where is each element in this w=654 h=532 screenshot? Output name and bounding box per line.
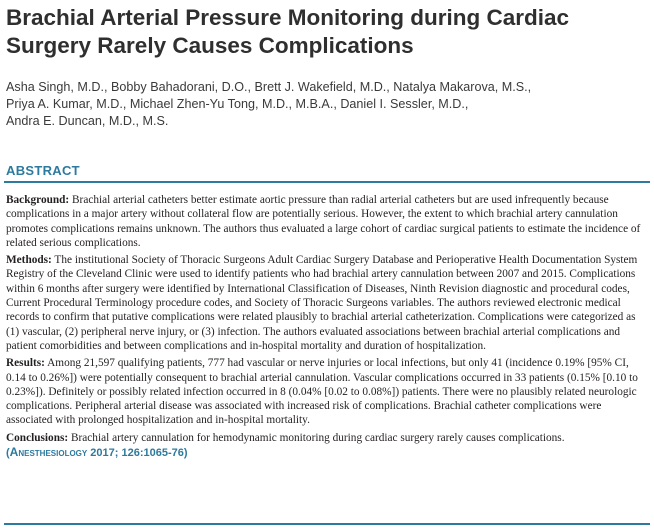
background-paragraph: [6, 193, 642, 250]
conclusions-heading: Conclusions:: [6, 431, 69, 444]
methods-text: The institutional Society of Thoracic Surgeons Adult Cardiac Surgery Database and Perioperative Health Documentation System Registry of the Cleveland Clinic were used to identify patients who had brachial artery cannulation between 2007 and 2015. Complications within 6 months after surgery were identified by International Classification of Diseases, Ninth Revision diagnostic and procedural codes, Current Procedural Terminology procedure codes, and Society of Thoracic Surgeons variables. The authors reviewed electronic medical records to confirm that putative complications were related plausibly to brachial arterial catheterization. Complications were categorized as (1) vascular, (2) peripheral nerve injury, or (3) infection. The authors evaluated associations between brachial arterial complications and patient comorbidities and between complications and in-hospital mortality and duration of hospitalization.: [6, 254, 638, 352]
conclusions-paragraph: [6, 431, 642, 461]
citation-open: (: [6, 447, 10, 460]
background-heading: Background:: [6, 194, 70, 206]
background-text: Brachial arterial catheters better estimate aortic pressure than radial arterial catheters but are used infrequently because complications in a major artery without collateral flow are potentially serious. However, the extent to which brachial artery cannulation promotes complications remains unknown. The authors thus evaluated a large cohort of cardiac surgical patients to estimate the incidence of related serious complications.: [6, 194, 641, 249]
abstract-bottom-rule: [4, 523, 650, 525]
abstract-heading: ABSTRACT: [6, 163, 80, 178]
abstract-top-rule: [4, 181, 650, 183]
author-line: Priya A. Kumar, M.D., Michael Zhen-Yu Tong, M.D., M.B.A., Daniel I. Sessler, M.D.,: [6, 97, 469, 111]
conclusions-text: Brachial artery cannulation for hemodynamic monitoring during cardiac surgery rarely causes complications.: [68, 431, 565, 444]
results-paragraph: [6, 356, 642, 427]
citation-journal: Anesthesiology: [9, 445, 88, 460]
results-heading: Results:: [6, 357, 45, 370]
author-line: Andra E. Duncan, M.D., M.S.: [6, 114, 169, 128]
methods-paragraph: [6, 253, 642, 353]
results-text: Among 21,597 qualifying patients, 777 had vascular or nerve injuries or local infections, but only 41 (incidence 0.19% [95% CI, 0.14 to 0.26%]) were potentially consequent to brachial arterial cannulation. Vascular complications occurred in 33 patients (0.15% [0.10 to 0.23%]). Definitely or possibly related infection occurred in 8 (0.04% [0.02 to 0.08%]) patients. There were no plausibly related neurologic complications. Peripheral arterial disease was associated with increased risk of complications. Brachial catheter complications were associated with prolonged hospitalization and in-hospital mortality.: [6, 357, 638, 427]
article-title: Brachial Arterial Pressure Monitoring during Cardiac Surgery Rarely Causes Complications: [6, 5, 570, 58]
abstract-body: [6, 193, 642, 463]
citation-reference: 2017; 126:1065-76): [87, 447, 188, 460]
author-line: Asha Singh, M.D., Bobby Bahadorani, D.O., Brett J. Wakefield, M.D., Natalya Makarova, M.S.,: [6, 80, 532, 94]
journal-citation: [6, 447, 188, 459]
author-list: [6, 79, 646, 130]
methods-heading: Methods:: [6, 254, 52, 267]
